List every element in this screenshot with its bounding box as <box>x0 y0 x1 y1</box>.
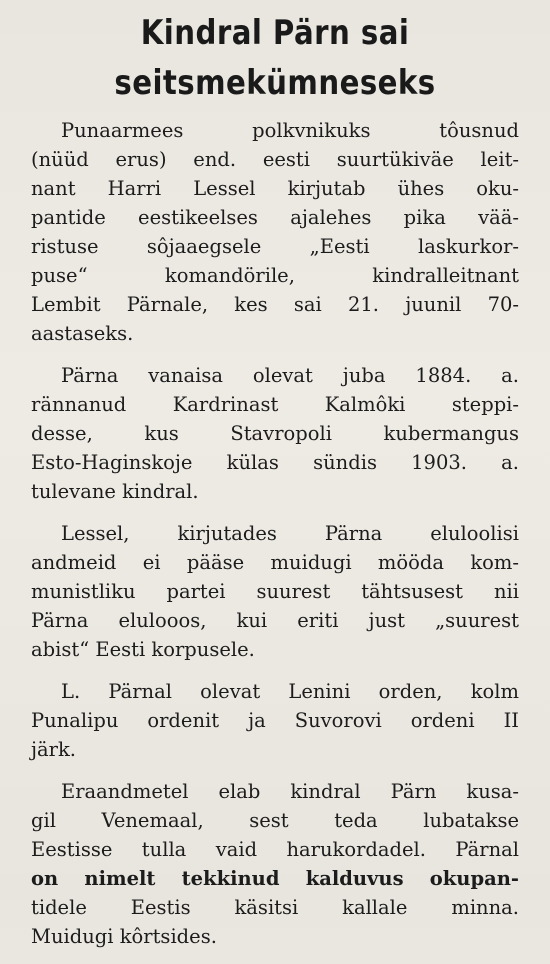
text-line: on nimelt tekkinud kalduvus okupan- <box>31 867 519 890</box>
text-line: järk. <box>31 738 77 761</box>
paragraph-1 <box>31 116 519 348</box>
paragraph-2 <box>31 361 519 506</box>
text-line: ristuse sôjaaegsele „Eesti laskurkor- <box>31 235 519 258</box>
headline-line-2: seitsmekümneseks <box>114 63 436 103</box>
paragraph-4 <box>31 677 519 764</box>
article-body <box>31 116 519 964</box>
text-line: Punaarmees polkvnikuks tôusnud <box>61 119 519 142</box>
text-line: desse, kus Stavropoli kubermangus <box>31 422 519 445</box>
text-line: (nüüd erus) end. eesti suurtükiväe leit- <box>31 148 519 171</box>
text-line: Muidugi kôrtsides. <box>31 925 217 948</box>
text-line: Lessel, kirjutades Pärna eluloolisi <box>61 522 519 545</box>
text-line: gil Venemaal, sest teda lubatakse <box>31 809 519 832</box>
text-line: rännanud Kardrinast Kalmôki steppi- <box>31 393 519 416</box>
text-line: pantide eestikeelses ajalehes pika vää- <box>31 206 519 229</box>
text-line: nant Harri Lessel kirjutab ühes oku- <box>31 177 519 200</box>
text-line: tidele Eestis käsitsi kallale minna. <box>31 896 519 919</box>
headline-line-1: Kindral Pärn sai <box>140 13 410 53</box>
article-headline <box>39 8 512 108</box>
text-line: puse“ komandörile, kindralleitnant <box>31 264 519 287</box>
text-line: Eraandmetel elab kindral Pärn kusa- <box>61 780 519 803</box>
text-line: tulevane kindral. <box>31 480 199 503</box>
text-line: Eestisse tulla vaid harukordadel. Pärnal <box>31 838 519 861</box>
text-line: Esto-Haginskoje külas sündis 1903. a. <box>31 451 519 474</box>
text-line: Punalipu ordenit ja Suvorovi ordeni II <box>31 709 519 732</box>
text-line: Lembit Pärnale, kes sai 21. juunil 70- <box>31 293 519 316</box>
paragraph-5 <box>31 777 519 951</box>
text-line: L. Pärnal olevat Lenini orden, kolm <box>61 680 519 703</box>
text-line: aastaseks. <box>31 322 134 345</box>
text-line: abist“ Eesti korpusele. <box>31 638 255 661</box>
text-line: munistliku partei suurest tähtsusest nii <box>31 580 519 603</box>
text-line: andmeid ei pääse muidugi mööda kom- <box>31 551 519 574</box>
text-line: Pärna elulooos, kui eriti just „suurest <box>31 609 519 632</box>
text-line: Pärna vanaisa olevat juba 1884. a. <box>61 364 519 387</box>
paragraph-3 <box>31 519 519 664</box>
